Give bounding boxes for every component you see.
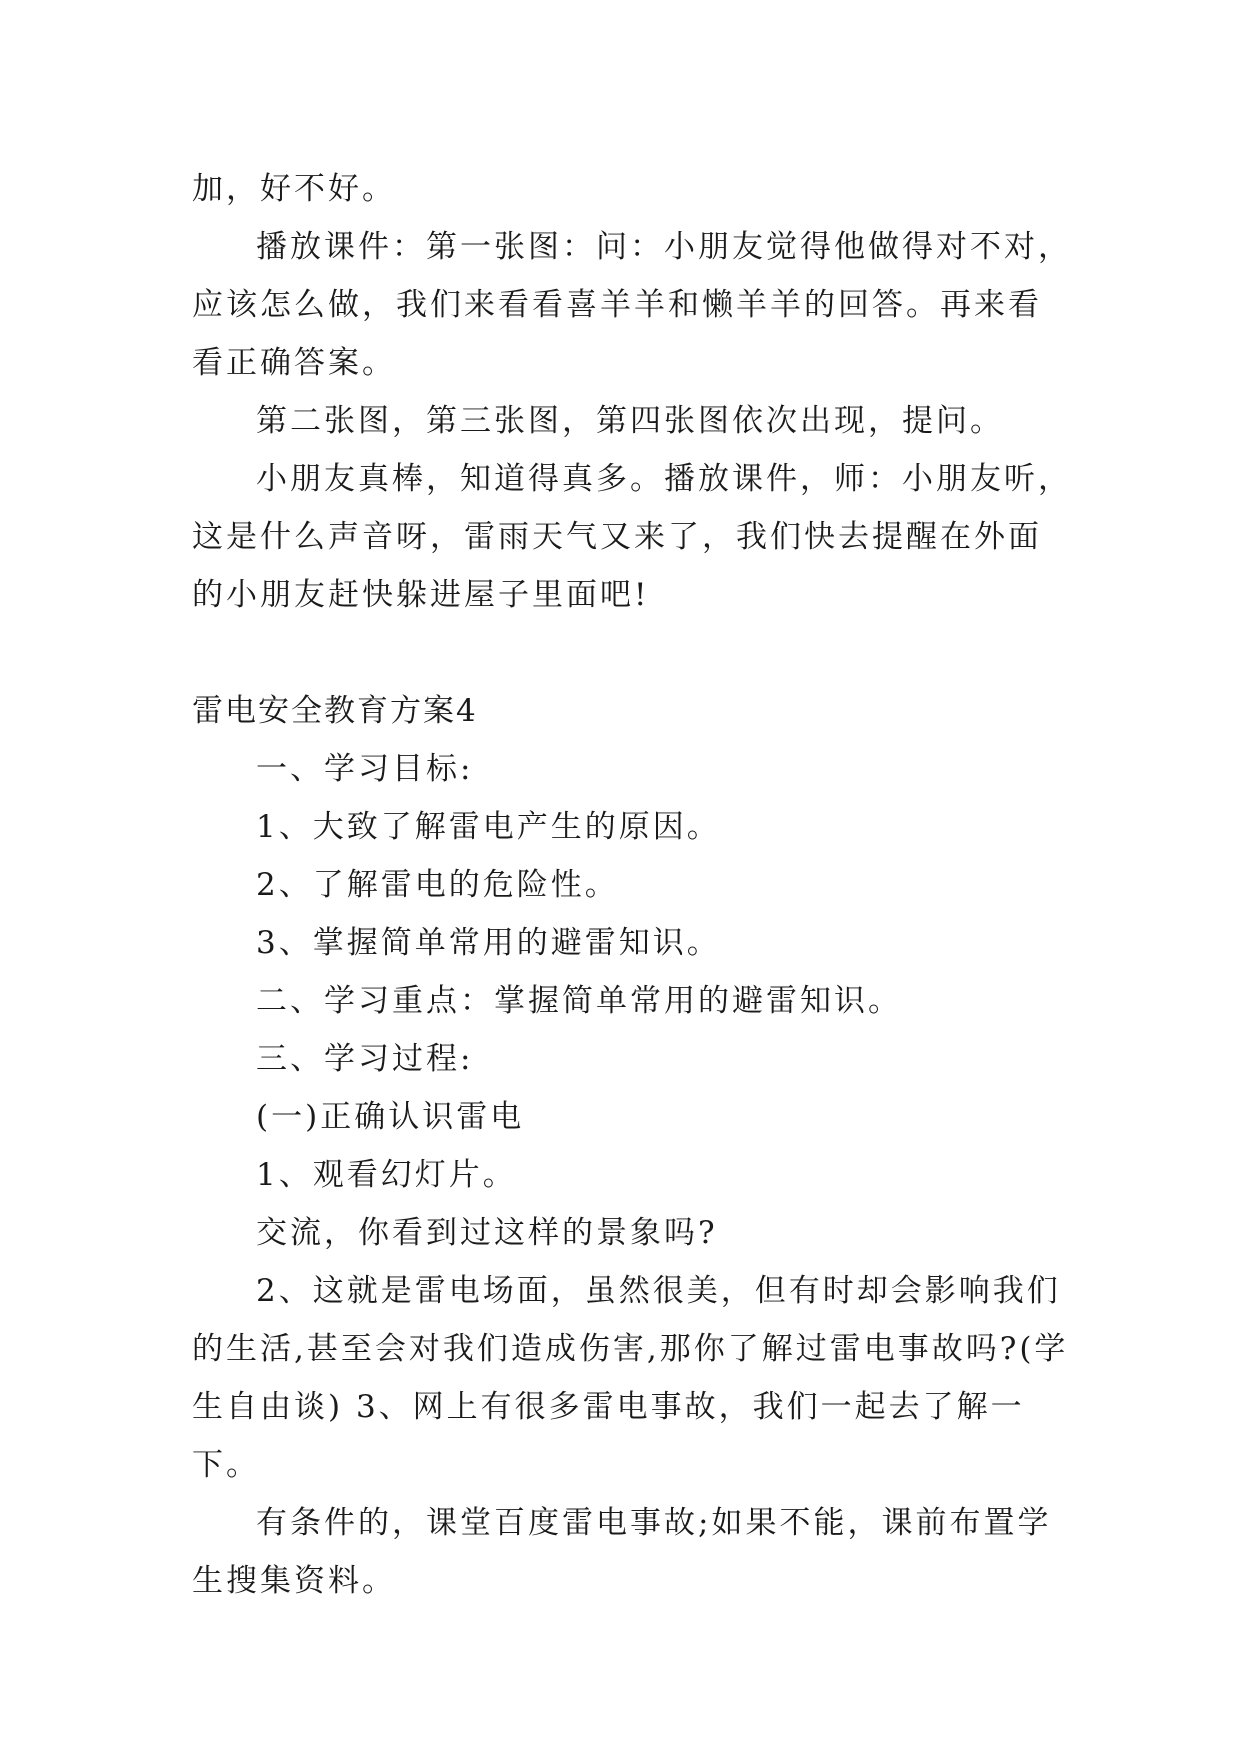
paragraph-learning-goals: 一、学习目标: bbox=[256, 751, 474, 787]
paragraph-thunder-scene: 2、这就是雷电场面，虽然很美，但有时却会影响我们的生活,甚至会对我们造成伤害,那你了解过雷电事故吗?(学生自由谈) 3、网上有很多雷电事故，我们一起去了解一下。 bbox=[192, 1273, 1069, 1483]
paragraph-goal-1: 1、大致了解雷电产生的原因。 bbox=[256, 809, 721, 845]
paragraph-continuation: 加，好不好。 bbox=[192, 171, 396, 207]
paragraph-learning-process: 三、学习过程: bbox=[256, 1041, 474, 1077]
paragraph-conditions: 有条件的，课堂百度雷电事故;如果不能，课前布置学生搜集资料。 bbox=[192, 1505, 1052, 1599]
paragraph-watch-slides: 1、观看幻灯片。 bbox=[256, 1157, 517, 1193]
paragraph-other-images: 第二张图，第三张图，第四张图依次出现，提问。 bbox=[256, 403, 1004, 439]
paragraph-goal-2: 2、了解雷电的危险性。 bbox=[256, 867, 619, 903]
section-title: 雷电安全教育方案4 bbox=[192, 693, 478, 729]
document-body bbox=[192, 160, 1072, 1610]
paragraph-key-point: 二、学习重点：掌握简单常用的避雷知识。 bbox=[256, 983, 902, 1019]
paragraph-goal-3: 3、掌握简单常用的避雷知识。 bbox=[256, 925, 721, 961]
paragraph-step-one: (一)正确认识雷电 bbox=[256, 1099, 525, 1135]
paragraph-courseware-first-image: 播放课件：第一张图：问：小朋友觉得他做得对不对，应该怎么做，我们来看看喜羊羊和懒羊羊的回答。再来看看正确答案。 bbox=[192, 229, 1072, 381]
paragraph-thunder-reminder: 小朋友真棒，知道得真多。播放课件，师：小朋友听，这是什么声音呀，雷雨天气又来了，我们快去提醒在外面的小朋友赶快躲进屋子里面吧! bbox=[192, 461, 1072, 613]
paragraph-exchange: 交流，你看到过这样的景象吗? bbox=[256, 1215, 718, 1251]
